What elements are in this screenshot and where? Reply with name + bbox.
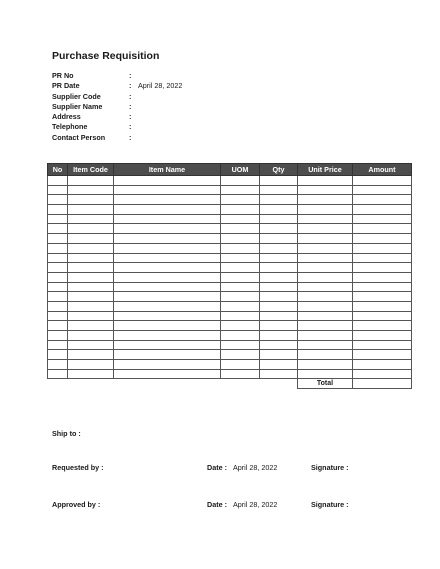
table-cell[interactable] (221, 321, 260, 331)
table-cell[interactable] (353, 185, 412, 195)
table-cell[interactable] (298, 253, 353, 263)
table-row (48, 185, 412, 195)
table-cell[interactable] (48, 360, 68, 370)
table-cell[interactable] (260, 321, 298, 331)
table-row (48, 350, 412, 360)
table-cell[interactable] (221, 253, 260, 263)
table-row (48, 195, 412, 205)
table-cell[interactable] (353, 301, 412, 311)
table-cell[interactable] (298, 301, 353, 311)
field-label: Address (52, 112, 81, 122)
approved-date-label: Date : (207, 500, 227, 509)
table-cell[interactable] (260, 185, 298, 195)
table-cell[interactable] (48, 282, 68, 292)
field-label: Supplier Code (52, 91, 101, 101)
table-row (48, 311, 412, 321)
table-row (48, 321, 412, 331)
table-cell[interactable] (298, 263, 353, 273)
table-cell[interactable] (48, 263, 68, 273)
table-row (48, 205, 412, 215)
table-cell[interactable] (353, 272, 412, 282)
table-cell[interactable] (260, 292, 298, 302)
field-label: PR Date (52, 81, 80, 91)
table-cell[interactable] (68, 369, 114, 379)
table-cell[interactable] (114, 234, 221, 244)
table-cell[interactable] (260, 253, 298, 263)
col-header-qty: Qty (260, 164, 298, 176)
total-spacer (68, 379, 114, 389)
field-colon: : (129, 71, 132, 80)
ship-to-label: Ship to : (52, 429, 81, 438)
table-cell[interactable] (114, 282, 221, 292)
table-cell[interactable] (221, 282, 260, 292)
table-cell[interactable] (353, 350, 412, 360)
table-cell[interactable] (68, 272, 114, 282)
table-header-row (48, 164, 412, 176)
table-row (48, 214, 412, 224)
requested-date-label: Date : (207, 463, 227, 472)
table-row (48, 224, 412, 234)
field-label: Telephone (52, 122, 88, 132)
col-header-no: No (48, 164, 68, 176)
table-cell[interactable] (298, 331, 353, 341)
table-cell[interactable] (221, 301, 260, 311)
table-cell[interactable] (221, 185, 260, 195)
table-cell[interactable] (68, 205, 114, 215)
field-colon: : (129, 122, 132, 132)
table-row (48, 360, 412, 370)
total-amount-cell[interactable] (353, 379, 412, 389)
table-cell[interactable] (114, 195, 221, 205)
table-cell[interactable] (298, 369, 353, 379)
table-row (48, 234, 412, 244)
table-cell[interactable] (353, 369, 412, 379)
table-cell[interactable] (221, 360, 260, 370)
total-spacer (260, 379, 298, 389)
total-row (48, 379, 412, 389)
table-cell[interactable] (353, 292, 412, 302)
table-cell[interactable] (68, 340, 114, 350)
table-cell[interactable] (260, 282, 298, 292)
table-cell[interactable] (353, 224, 412, 234)
table-cell[interactable] (114, 224, 221, 234)
table-cell[interactable] (353, 195, 412, 205)
table-cell[interactable] (221, 292, 260, 302)
field-label: Supplier Name (52, 101, 103, 111)
table-cell[interactable] (48, 311, 68, 321)
table-cell[interactable] (298, 321, 353, 331)
table-cell[interactable] (260, 369, 298, 379)
table-cell[interactable] (48, 253, 68, 263)
table-cell[interactable] (114, 214, 221, 224)
field-colon: : (129, 91, 132, 101)
table-cell[interactable] (298, 234, 353, 244)
table-row (48, 263, 412, 273)
table-cell[interactable] (68, 224, 114, 234)
total-spacer (221, 379, 260, 389)
table-cell[interactable] (114, 311, 221, 321)
approved-signature-label: Signature : (311, 500, 349, 509)
table-cell[interactable] (48, 350, 68, 360)
table-cell[interactable] (260, 311, 298, 321)
col-header-uom: UOM (221, 164, 260, 176)
table-cell[interactable] (221, 214, 260, 224)
table-cell[interactable] (298, 311, 353, 321)
requested-by-label: Requested by : (52, 463, 104, 472)
table-cell[interactable] (221, 176, 260, 186)
table-cell[interactable] (221, 331, 260, 341)
table-cell[interactable] (114, 340, 221, 350)
table-cell[interactable] (48, 369, 68, 379)
col-header-amount: Amount (353, 164, 412, 176)
table-row (48, 340, 412, 350)
table-cell[interactable] (68, 350, 114, 360)
table-cell[interactable] (68, 331, 114, 341)
table-cell[interactable] (68, 176, 114, 186)
table-cell[interactable] (48, 243, 68, 253)
table-cell[interactable] (221, 350, 260, 360)
table-row (48, 292, 412, 302)
total-label: Total (298, 379, 353, 389)
table-cell[interactable] (260, 205, 298, 215)
field-colon: : (129, 101, 132, 111)
table-cell[interactable] (48, 321, 68, 331)
table-cell[interactable] (68, 292, 114, 302)
table-row (48, 253, 412, 263)
table-cell[interactable] (298, 195, 353, 205)
table-row (48, 331, 412, 341)
table-cell[interactable] (353, 340, 412, 350)
table-cell[interactable] (114, 205, 221, 215)
requested-date-value: April 28, 2022 (233, 463, 278, 472)
approved-date-value: April 28, 2022 (233, 500, 278, 509)
table-cell[interactable] (353, 311, 412, 321)
table-cell[interactable] (260, 263, 298, 273)
table-cell[interactable] (221, 272, 260, 282)
table-cell[interactable] (114, 253, 221, 263)
table-cell[interactable] (260, 340, 298, 350)
table-cell[interactable] (260, 243, 298, 253)
table-cell[interactable] (68, 185, 114, 195)
table-cell[interactable] (48, 234, 68, 244)
table-cell[interactable] (353, 243, 412, 253)
table-cell[interactable] (221, 243, 260, 253)
table-row (48, 301, 412, 311)
requested-signature-label: Signature : (311, 463, 349, 472)
table-cell[interactable] (260, 234, 298, 244)
col-header-unit-price: Unit Price (298, 164, 353, 176)
table-row (48, 243, 412, 253)
table-row (48, 282, 412, 292)
table-cell[interactable] (114, 350, 221, 360)
approved-by-label: Approved by : (52, 500, 101, 509)
table-cell[interactable] (114, 243, 221, 253)
table-cell[interactable] (221, 234, 260, 244)
table-cell[interactable] (221, 369, 260, 379)
table-cell[interactable] (353, 360, 412, 370)
table-cell[interactable] (68, 311, 114, 321)
table-cell[interactable] (260, 360, 298, 370)
table-cell[interactable] (260, 301, 298, 311)
table-cell[interactable] (48, 340, 68, 350)
table-cell[interactable] (221, 224, 260, 234)
table-cell[interactable] (353, 282, 412, 292)
table-cell[interactable] (260, 272, 298, 282)
table-cell[interactable] (48, 214, 68, 224)
field-value: April 28, 2022 (138, 81, 183, 91)
table-cell[interactable] (221, 195, 260, 205)
col-header-item-name: Item Name (114, 164, 221, 176)
table-cell[interactable] (221, 205, 260, 215)
col-header-item-code: Item Code (68, 164, 114, 176)
total-spacer (114, 379, 221, 389)
table-cell[interactable] (114, 292, 221, 302)
table-cell[interactable] (298, 360, 353, 370)
table-cell[interactable] (68, 243, 114, 253)
table-cell[interactable] (353, 214, 412, 224)
table-cell[interactable] (114, 301, 221, 311)
table-cell[interactable] (114, 331, 221, 341)
table-cell[interactable] (298, 292, 353, 302)
table-cell[interactable] (114, 360, 221, 370)
table-cell[interactable] (353, 176, 412, 186)
table-cell[interactable] (353, 234, 412, 244)
table-cell[interactable] (298, 214, 353, 224)
table-cell[interactable] (221, 340, 260, 350)
table-cell[interactable] (298, 272, 353, 282)
table-cell[interactable] (68, 214, 114, 224)
table-cell[interactable] (221, 263, 260, 273)
table-cell[interactable] (48, 301, 68, 311)
table-cell[interactable] (353, 205, 412, 215)
items-table-body (48, 176, 412, 379)
table-cell[interactable] (48, 224, 68, 234)
field-label: Contact Person (52, 132, 106, 142)
table-cell[interactable] (353, 263, 412, 273)
table-cell[interactable] (48, 185, 68, 195)
table-cell[interactable] (298, 205, 353, 215)
table-cell[interactable] (114, 185, 221, 195)
table-cell[interactable] (48, 272, 68, 282)
table-cell[interactable] (260, 214, 298, 224)
table-cell[interactable] (68, 321, 114, 331)
table-cell[interactable] (260, 331, 298, 341)
table-cell[interactable] (298, 224, 353, 234)
table-cell[interactable] (260, 350, 298, 360)
table-cell[interactable] (260, 176, 298, 186)
table-row (48, 369, 412, 379)
field-colon: : (129, 81, 132, 91)
table-cell[interactable] (48, 195, 68, 205)
table-cell[interactable] (48, 292, 68, 302)
field-label: PR No (52, 71, 74, 80)
table-cell[interactable] (68, 360, 114, 370)
table-cell[interactable] (114, 272, 221, 282)
table-cell[interactable] (298, 176, 353, 186)
table-cell[interactable] (298, 185, 353, 195)
table-cell[interactable] (68, 195, 114, 205)
table-cell[interactable] (48, 205, 68, 215)
table-cell[interactable] (298, 243, 353, 253)
table-cell[interactable] (298, 340, 353, 350)
table-cell[interactable] (260, 224, 298, 234)
table-cell[interactable] (68, 282, 114, 292)
field-colon: : (129, 132, 132, 142)
field-colon: : (129, 112, 132, 122)
table-cell[interactable] (114, 321, 221, 331)
table-cell[interactable] (48, 176, 68, 186)
table-cell[interactable] (298, 282, 353, 292)
table-cell[interactable] (68, 263, 114, 273)
table-cell[interactable] (353, 253, 412, 263)
table-cell[interactable] (353, 331, 412, 341)
document-title: Purchase Requisition (52, 50, 160, 62)
table-cell[interactable] (48, 331, 68, 341)
table-cell[interactable] (298, 350, 353, 360)
table-row (48, 272, 412, 282)
table-row (48, 176, 412, 186)
table-cell[interactable] (353, 321, 412, 331)
table-cell[interactable] (114, 176, 221, 186)
table-cell[interactable] (68, 253, 114, 263)
table-cell[interactable] (260, 195, 298, 205)
items-table (47, 163, 412, 389)
table-cell[interactable] (68, 234, 114, 244)
table-cell[interactable] (114, 263, 221, 273)
table-cell[interactable] (221, 311, 260, 321)
total-spacer (48, 379, 68, 389)
table-cell[interactable] (68, 301, 114, 311)
table-cell[interactable] (114, 369, 221, 379)
